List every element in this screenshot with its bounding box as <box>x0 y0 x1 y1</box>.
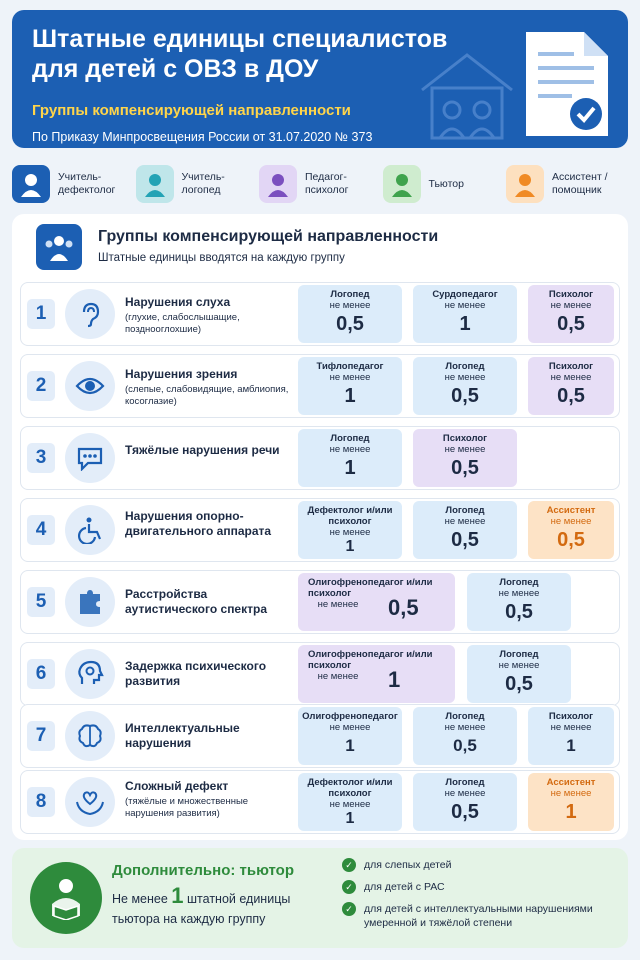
cell-min: не менее <box>329 527 371 538</box>
legend-item-defectologist <box>12 156 134 212</box>
eye-icon <box>65 361 115 411</box>
specialist-cell <box>413 429 517 487</box>
cell-value: 0,5 <box>451 801 479 823</box>
legend-item-assistant <box>506 156 628 212</box>
list-item <box>342 880 622 894</box>
group-row <box>20 426 620 490</box>
cell-value: 0,5 <box>388 595 419 620</box>
specialist-cell <box>528 501 614 559</box>
cell-name: Логопед <box>445 361 485 372</box>
tutor-reading-icon <box>30 862 102 934</box>
legend-label: Ассистент / помощник <box>552 171 608 196</box>
cell-value: 1 <box>345 810 355 827</box>
cell-name: Олигофренопедагог <box>302 711 398 722</box>
cell-name: Логопед <box>445 777 485 788</box>
cell-min: не менее <box>550 372 592 383</box>
page-subtitle: Группы компенсирующей направленности <box>32 102 351 119</box>
cell-value: 0,5 <box>557 385 585 407</box>
cell-min: не менее <box>444 722 486 733</box>
list-item <box>342 902 622 930</box>
cell-min: не менее <box>329 799 371 810</box>
cell-min: не менее <box>444 372 486 383</box>
compensating-groups-card <box>12 214 628 840</box>
psychologist-icon <box>259 165 297 203</box>
cell-value: 0,5 <box>336 313 364 335</box>
row-number: 3 <box>27 443 55 473</box>
cell-min: не менее <box>444 788 486 799</box>
cell-min: не менее <box>317 599 359 610</box>
row-title-text: Нарушения слуха <box>125 295 231 309</box>
specialist-cell <box>528 707 614 765</box>
cell-value: 0,5 <box>557 529 585 551</box>
row-note: (слепые, слабовидящие, амблиопия, косоглазие) <box>125 384 289 407</box>
row-title-text: Сложный дефект <box>125 779 229 793</box>
house-illustration-icon <box>412 40 522 140</box>
specialist-cell <box>298 645 455 703</box>
cell-name: Олигофренопедагог и/или психолог <box>308 649 433 671</box>
row-number: 7 <box>27 721 55 751</box>
row-title <box>125 295 295 336</box>
cell-min: не менее <box>550 300 592 311</box>
specialist-cell <box>528 773 614 831</box>
cell-name: Ассистент <box>546 505 596 516</box>
cell-min: не менее <box>329 300 371 311</box>
specialist-cell <box>298 429 402 487</box>
specialist-cell <box>298 573 455 631</box>
cell-name: Ассистент <box>546 777 596 788</box>
cell-value: 0,5 <box>451 385 479 407</box>
cell-min: не менее <box>329 722 371 733</box>
group-row <box>20 282 620 346</box>
cell-name: Логопед <box>330 289 370 300</box>
legend-item-tutor <box>383 156 505 212</box>
tutor-icon <box>383 165 421 203</box>
list-item <box>342 858 622 872</box>
check-icon: ✓ <box>342 858 356 872</box>
tutor-text-pre: Не менее <box>112 892 168 906</box>
group-row <box>20 570 620 634</box>
group-row <box>20 498 620 562</box>
document-check-icon <box>522 28 612 140</box>
cell-min: не менее <box>550 722 592 733</box>
speech-bubble-icon <box>65 433 115 483</box>
tutor-text-line2: тьютора на каждую группу <box>112 912 266 926</box>
row-number: 2 <box>27 371 55 401</box>
cell-min: не менее <box>444 300 486 311</box>
cell-min: не менее <box>317 671 359 682</box>
cell-name: Логопед <box>445 505 485 516</box>
group-row <box>20 642 620 706</box>
cell-value: 0,5 <box>451 529 479 551</box>
cell-value: 0,5 <box>453 736 477 755</box>
specialist-cell <box>298 773 402 831</box>
row-title-text: Нарушения зрения <box>125 367 238 381</box>
row-title: Задержка психического развития <box>125 659 267 688</box>
cell-min: не менее <box>329 444 371 455</box>
tutor-count: 1 <box>171 883 184 908</box>
cell-value: 1 <box>345 736 355 755</box>
legend-item-speech-therapist <box>136 156 258 212</box>
specialist-cell <box>413 285 517 343</box>
row-number: 6 <box>27 659 55 689</box>
cell-name: Психолог <box>548 289 594 300</box>
cell-value: 0,5 <box>451 457 479 479</box>
specialist-cell <box>528 357 614 415</box>
row-title: Тяжёлые нарушения речи <box>125 443 280 457</box>
tutor-title: Дополнительно: тьютор <box>112 862 294 879</box>
check-icon: ✓ <box>342 880 356 894</box>
ear-icon <box>65 289 115 339</box>
specialist-cell <box>413 357 517 415</box>
cell-name: Олигофренопедагог и/или психолог <box>308 577 433 599</box>
brain-icon <box>65 711 115 761</box>
cell-value: 1 <box>345 538 355 555</box>
row-title <box>125 367 295 408</box>
legend-item-psychologist <box>259 156 381 212</box>
cell-value: 1 <box>459 313 471 335</box>
cell-min: не менее <box>550 788 592 799</box>
specialists-legend <box>12 156 628 212</box>
cell-name: Логопед <box>330 433 370 444</box>
row-title: Нарушения опорно-двигательного аппарата <box>125 509 272 538</box>
specialist-cell <box>528 285 614 343</box>
cell-name: Психолог <box>548 361 594 372</box>
head-gear-icon <box>65 649 115 699</box>
cell-value: 0,5 <box>505 601 533 623</box>
cell-value: 1 <box>344 385 356 407</box>
legend-label: Учитель-логопед <box>181 171 225 196</box>
assistant-icon <box>506 165 544 203</box>
cell-name: Тифлопедагог <box>316 361 384 372</box>
cell-min: не менее <box>550 516 592 527</box>
cell-name: Логопед <box>499 649 539 660</box>
cell-name: Логопед <box>445 711 485 722</box>
row-number: 5 <box>27 587 55 617</box>
tutor-text <box>112 883 291 929</box>
heart-hands-icon <box>65 777 115 827</box>
group-row <box>20 354 620 418</box>
cell-min: не менее <box>498 660 540 671</box>
cell-value: 1 <box>344 457 356 479</box>
legend-label: Педагог-психолог <box>305 171 349 196</box>
cell-min: не менее <box>498 588 540 599</box>
tutor-conditions-list <box>342 858 622 938</box>
card-subtitle: Штатные единицы вводятся на каждую группу <box>98 252 345 264</box>
row-number: 4 <box>27 515 55 545</box>
specialist-cell <box>413 707 517 765</box>
tutor-text-post: штатной единицы <box>187 892 291 906</box>
row-title: Расстройства аутистического спектра <box>125 587 267 616</box>
cell-name: Психолог <box>548 711 594 722</box>
cell-name: Сурдопедагог <box>432 289 498 300</box>
puzzle-icon <box>65 577 115 627</box>
cell-name: Дефектолог и/или психолог <box>307 505 393 527</box>
cell-name: Психолог <box>442 433 488 444</box>
row-note: (глухие, слабослышащие, позднооглохшие) <box>125 312 240 335</box>
row-title: Интеллектуальные нарушения <box>125 721 240 750</box>
specialist-cell <box>298 285 402 343</box>
row-title <box>125 779 295 820</box>
cell-value: 1 <box>388 667 401 692</box>
row-note: (тяжёлые и множественные нарушения развития) <box>125 796 249 819</box>
cell-name: Дефектолог и/или психолог <box>307 777 393 799</box>
cell-min: не менее <box>444 444 486 455</box>
group-row <box>20 770 620 834</box>
specialist-cell <box>413 501 517 559</box>
specialist-cell <box>298 501 402 559</box>
wheelchair-icon <box>65 505 115 555</box>
specialist-cell <box>467 573 571 631</box>
group-people-icon <box>36 224 82 270</box>
cell-value: 0,5 <box>557 313 585 335</box>
page-title: Штатные единицы специалистов для детей с ОВЗ в ДОУ <box>32 25 448 83</box>
legend-label: Тьютор <box>428 177 464 190</box>
legend-label: Учитель-дефектолог <box>58 171 116 196</box>
check-icon: ✓ <box>342 902 356 916</box>
speech-therapist-icon <box>136 165 174 203</box>
list-item-text: для детей с РАС <box>364 881 445 893</box>
card-title: Группы компенсирующей направленности <box>98 228 439 245</box>
cell-value: 1 <box>566 736 576 755</box>
row-number: 1 <box>27 299 55 329</box>
list-item-text: для детей с интеллектуальными нарушениями умеренной и тяжёлой степени <box>364 903 593 929</box>
order-reference: По Приказу Минпросвещения России от 31.07.2020 № 373 <box>32 130 373 144</box>
cell-min: не менее <box>444 516 486 527</box>
specialist-cell <box>298 707 402 765</box>
tutor-panel <box>12 848 628 948</box>
specialist-cell <box>413 773 517 831</box>
header-banner <box>12 10 628 148</box>
cell-min: не менее <box>329 372 371 383</box>
cell-name: Логопед <box>499 577 539 588</box>
specialist-cell <box>467 645 571 703</box>
group-row <box>20 704 620 768</box>
list-item-text: для слепых детей <box>364 859 452 871</box>
row-number: 8 <box>27 787 55 817</box>
specialist-cell <box>298 357 402 415</box>
cell-value: 0,5 <box>505 673 533 695</box>
cell-value: 1 <box>565 801 577 823</box>
teacher-defectologist-icon <box>12 165 50 203</box>
